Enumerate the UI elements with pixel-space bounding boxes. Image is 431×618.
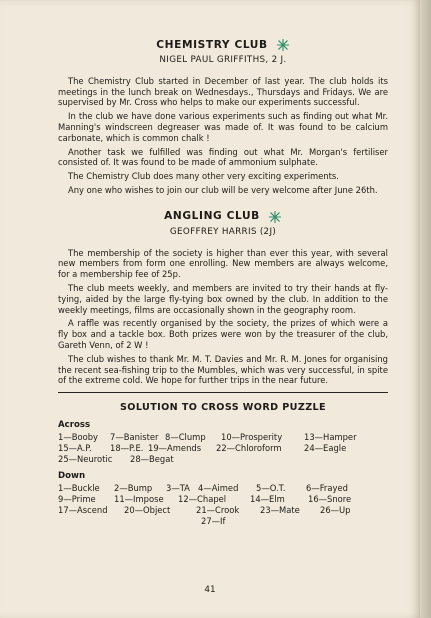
clue-answer: 18—P.E.: [110, 442, 144, 453]
down-clue-row: [58, 505, 388, 516]
clue-answer: 24—Eagle: [304, 442, 347, 453]
page-content: [58, 36, 388, 527]
star-sprig-icon: [276, 38, 290, 52]
down-heading: Down: [58, 470, 86, 481]
clue-answer: 19—Amends: [148, 442, 202, 453]
page-number: 41: [204, 585, 216, 595]
clue-answer: 9—Prime: [58, 493, 96, 504]
clue-answer: 8—Clump: [165, 431, 206, 442]
clue-answer: 13—Hamper: [304, 431, 357, 442]
clue-answer: 11—Impose: [114, 493, 164, 504]
clue-answer: 6—Frayed: [306, 482, 348, 493]
clue-answer: 5—O.T.: [256, 482, 286, 493]
chemistry-paragraph: Another task we fulfilled was finding out what Mr. Morgan's fertiliser consisted of. It was found to be made of ammonium sulphate.: [58, 146, 388, 168]
clue-answer: 12—Chapel: [178, 493, 227, 504]
across-heading: Across: [58, 419, 91, 430]
clue-answer: 25—Neurotic: [58, 453, 113, 464]
clue-answer: 14—Elm: [250, 493, 285, 504]
chemistry-paragraph: The Chemistry Club does many other very exciting experiments.: [68, 171, 339, 182]
clue-answer: 10—Prosperity: [221, 431, 283, 442]
across-clue-row: [58, 454, 388, 465]
clue-answer: 20—Object: [124, 504, 171, 515]
down-clue-row: [58, 516, 388, 527]
clue-answer: 4—Aimed: [198, 482, 239, 493]
clue-answer: 17—Ascend: [58, 504, 108, 515]
crossword-solution-title: SOLUTION TO CROSS WORD PUZZLE: [119, 402, 327, 414]
angling-paragraph: A raffle was recently organised by the society, the prizes of which were a fly box and a tackle box. Both prizes were won by the treasurer of the club, Gareth Venn, of 2 W !: [58, 318, 388, 350]
clue-answer: 16—Snore: [308, 493, 352, 504]
across-clue-row: [58, 443, 388, 454]
angling-paragraph: The club meets weekly, and members are invited to try their hands at fly-tying, aided by the large fly-tying box owned by the club. In addition to the weekly meetings, films are occasionally shown in the geography room.: [58, 282, 388, 315]
chemistry-paragraph: The Chemistry Club started in December of last year. The club holds its meetings in the lunch break on Wednesdays., Thursdays and Fridays. We are supervised by Mr. Cross who helps to make our experiments successful.: [58, 75, 388, 108]
down-clue-row: [58, 494, 388, 505]
down-clue-row: [58, 483, 388, 494]
chemistry-paragraph: Any one who wishes to join our club will be very welcome after June 26th.: [68, 184, 378, 195]
angling-club-title: ANGLING CLUB: [164, 210, 260, 223]
chemistry-club-title: CHEMISTRY CLUB: [156, 38, 268, 51]
angling-club-heading: [58, 208, 388, 226]
clue-answer: 28—Begat: [130, 453, 174, 464]
clue-answer: 23—Mate: [260, 504, 300, 515]
chemistry-club-byline: NIGEL PAUL GRIFFITHS, 2 J.: [159, 55, 287, 65]
chemistry-club-heading: [58, 36, 388, 54]
clue-answer: 7—Banister: [110, 431, 159, 442]
clue-answer: 1—Booby: [58, 431, 98, 442]
clue-answer: 22—Chloroform: [216, 442, 282, 453]
angling-paragraph: The membership of the society is higher than ever this year, with several new members from form one enrolling. New members are always welcome, for a membership fee of 25p.: [58, 247, 388, 280]
chemistry-paragraph: In the club we have done various experiments such as finding out what Mr. Manning's windscreen degreaser was made of. It was found to be calcium carbonate, which is common chalk !: [58, 111, 388, 143]
clue-answer: 27—If: [201, 515, 226, 526]
angling-club-byline: GEOFFREY HARRIS (2J): [169, 226, 277, 237]
clue-answer: 21—Crook: [196, 504, 240, 515]
clue-answer: 3—TA: [166, 482, 190, 493]
clue-answer: 1—Buckle: [58, 482, 100, 493]
clue-answer: 15—A.P.: [58, 442, 92, 453]
angling-paragraph: The club wishes to thank Mr. M. T. Davies and Mr. R. M. Jones for organising the recent sea-fishing trip to the Mumbles, which was very successful, in spite of the extreme cold. We hope for further trips in the near future.: [58, 353, 388, 386]
across-clue-row: [58, 432, 388, 443]
clue-answer: 26—Up: [320, 504, 351, 515]
star-sprig-icon: [268, 210, 282, 224]
clue-answer: 2—Bump: [114, 482, 153, 493]
section-divider: [58, 392, 388, 393]
page-edge: [420, 0, 431, 618]
